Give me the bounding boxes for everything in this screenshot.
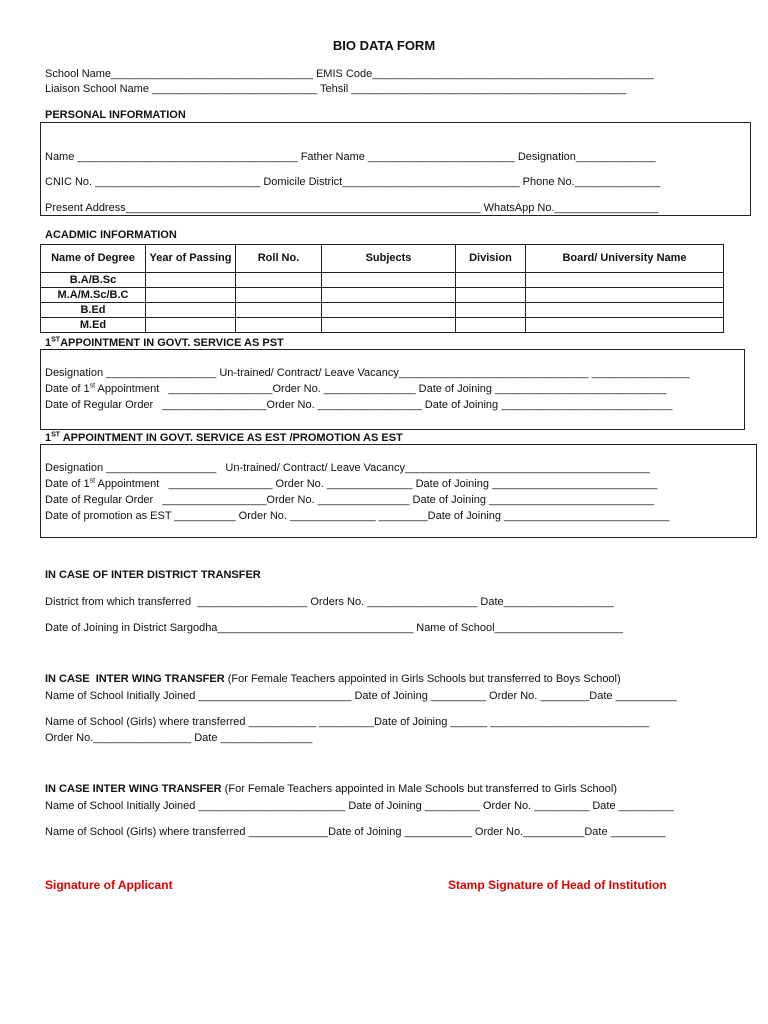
wing2-heading-bold: IN CASE INTER WING TRANSFER	[45, 783, 222, 795]
table-cell[interactable]	[146, 318, 236, 333]
table-row	[41, 273, 724, 288]
pst-regular-order-line[interactable]: Date of Regular Order _________________Order No. _________________ Date of Joining ____________________________	[45, 399, 673, 411]
table-cell[interactable]	[456, 273, 526, 288]
table-row	[41, 303, 724, 318]
head-signature-label: Stamp Signature of Head of Institution	[448, 878, 667, 892]
wing2-initial-school-line[interactable]: Name of School Initially Joined ________________________ Date of Joining _________ Order No. _________ Date _________	[45, 800, 674, 812]
academic-header-row	[41, 245, 724, 273]
inter-district-heading: IN CASE OF INTER DISTRICT TRANSFER	[45, 569, 261, 581]
table-cell[interactable]	[322, 303, 456, 318]
personal-info-heading: PERSONAL INFORMATION	[45, 109, 186, 121]
wing1-heading-rest: (For Female Teachers appointed in Girls Schools but transferred to Boys School)	[224, 673, 621, 685]
table-row	[41, 288, 724, 303]
pst-heading-number: 1	[45, 337, 52, 349]
table-cell[interactable]	[322, 288, 456, 303]
column-header: Board/ University Name	[526, 245, 724, 273]
est-heading-number: 1	[45, 432, 52, 444]
column-header: Roll No.	[236, 245, 322, 273]
district-joining-line[interactable]: Date of Joining in District Sargodha________________________________ Name of School_____________________	[45, 622, 623, 634]
degree-cell: B.A/B.Sc	[41, 273, 146, 288]
pst-heading-sup: ST	[51, 336, 61, 344]
table-cell[interactable]	[146, 303, 236, 318]
pst-heading-text: APPOINTMENT IN GOVT. SERVICE AS PST	[60, 337, 284, 349]
table-cell[interactable]	[456, 303, 526, 318]
table-cell[interactable]	[526, 303, 724, 318]
table-cell[interactable]	[322, 273, 456, 288]
name-line[interactable]: Name ____________________________________ Father Name ________________________ Designation_____________	[45, 151, 656, 163]
cnic-line[interactable]: CNIC No. ___________________________ Domicile District_____________________________ Phone No.______________	[45, 176, 661, 188]
table-cell[interactable]	[236, 303, 322, 318]
pst-appointment-rest: Appointment _________________Order No. _______________ Date of Joining ____________________________	[95, 383, 667, 395]
table-cell[interactable]	[236, 273, 322, 288]
table-cell[interactable]	[146, 273, 236, 288]
table-cell[interactable]	[526, 273, 724, 288]
table-cell[interactable]	[322, 318, 456, 333]
est-heading-text: APPOINTMENT IN GOVT. SERVICE AS EST /PROMOTION AS EST	[60, 432, 403, 444]
pst-appointment-sup: st	[89, 382, 96, 390]
table-cell[interactable]	[456, 288, 526, 303]
est-appointment-label: Date of 1	[45, 478, 90, 490]
form-title: BIO DATA FORM	[332, 38, 436, 53]
degree-cell: B.Ed	[41, 303, 146, 318]
est-heading-sup: ST	[51, 431, 61, 439]
table-cell[interactable]	[526, 318, 724, 333]
pst-appointment-label: Date of 1	[45, 383, 90, 395]
academic-heading: ACADMIC INFORMATION	[45, 229, 177, 241]
wing2-girls-school-line[interactable]: Name of School (Girls) where transferred _____________Date of Joining ___________ Order No.__________Date _________	[45, 826, 666, 838]
degree-cell: M.Ed	[41, 318, 146, 333]
pst-designation-line[interactable]: Designation __________________ Un-trained/ Contract/ Leave Vacancy_______________________________ ________________	[45, 367, 690, 379]
applicant-signature-label: Signature of Applicant	[45, 878, 173, 892]
pst-appointment-line[interactable]	[45, 382, 666, 396]
table-row	[41, 318, 724, 333]
wing1-heading-bold: IN CASE INTER WING TRANSFER	[45, 673, 225, 685]
wing-transfer-heading-1	[45, 672, 621, 686]
est-designation-line[interactable]: Designation __________________ Un-trained/ Contract/ Leave Vacancy________________________________________	[45, 462, 650, 474]
est-heading	[45, 431, 403, 445]
school-name-line[interactable]: School Name_________________________________ EMIS Code______________________________________________	[45, 68, 654, 80]
wing2-heading-rest: (For Female Teachers appointed in Male Schools but transferred to Girls School)	[221, 783, 617, 795]
column-header: Year of Passing	[146, 245, 236, 273]
est-appointment-sup: st	[89, 477, 96, 485]
wing1-initial-school-line[interactable]: Name of School Initially Joined _________________________ Date of Joining _________ Order No. ________Date __________	[45, 690, 677, 702]
district-transferred-line[interactable]: District from which transferred __________________ Orders No. __________________ Date__________________	[45, 596, 614, 608]
est-appointment-line[interactable]	[45, 477, 657, 491]
est-appointment-rest: Appointment _________________ Order No. ______________ Date of Joining ___________________________	[95, 478, 658, 490]
academic-table	[40, 244, 724, 333]
wing1-order-line[interactable]: Order No.________________ Date _______________	[45, 732, 313, 744]
table-cell[interactable]	[236, 288, 322, 303]
column-header: Name of Degree	[41, 245, 146, 273]
degree-cell: M.A/M.Sc/B.C	[41, 288, 146, 303]
wing1-girls-school-line[interactable]: Name of School (Girls) where transferred ___________ _________Date of Joining ______ __________________________	[45, 716, 650, 728]
table-cell[interactable]	[236, 318, 322, 333]
wing-transfer-heading-2	[45, 782, 617, 796]
est-box	[40, 444, 757, 538]
column-header: Division	[456, 245, 526, 273]
table-cell[interactable]	[146, 288, 236, 303]
est-regular-order-line[interactable]: Date of Regular Order _________________Order No. _______________ Date of Joining ___________________________	[45, 494, 655, 506]
column-header: Subjects	[322, 245, 456, 273]
address-line[interactable]: Present Address__________________________________________________________ WhatsApp No._________________	[45, 202, 659, 214]
pst-heading	[45, 336, 284, 350]
table-cell[interactable]	[526, 288, 724, 303]
table-cell[interactable]	[456, 318, 526, 333]
liaison-school-line[interactable]: Liaison School Name ___________________________ Tehsil _____________________________________________	[45, 83, 627, 95]
est-promotion-line[interactable]: Date of promotion as EST __________ Order No. ______________ ________Date of Joining ___________________________	[45, 510, 670, 522]
